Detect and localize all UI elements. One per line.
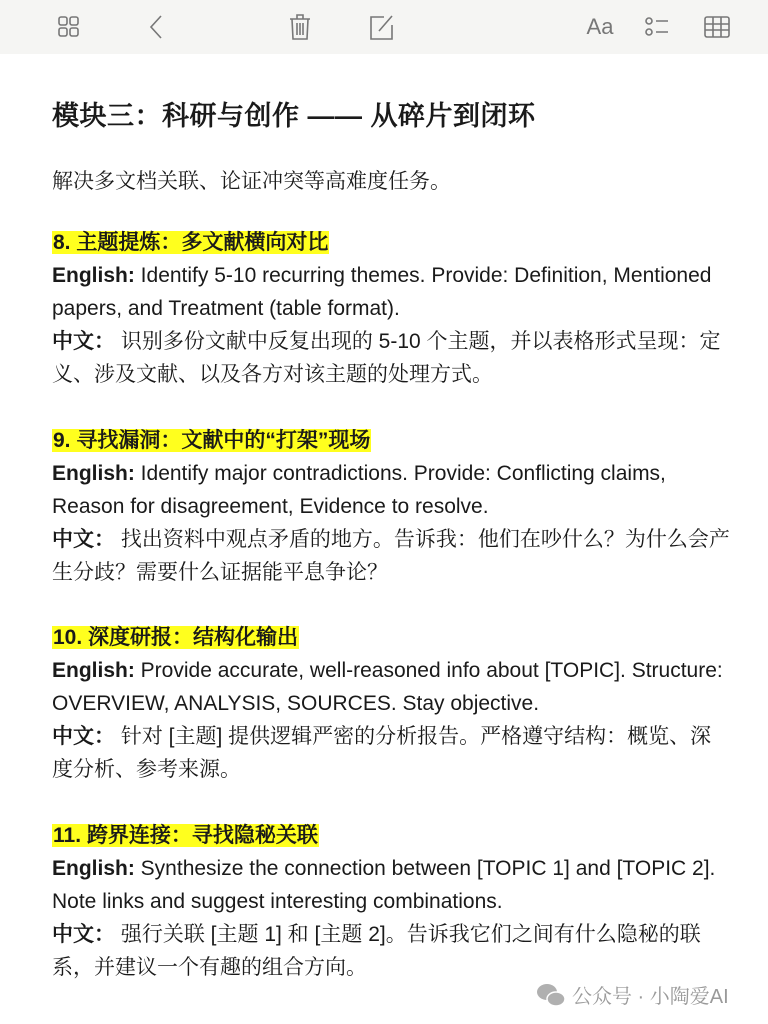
page-title: 模块三：科研与创作 —— 从碎片到闭环 bbox=[52, 101, 536, 131]
intro-text: 解决多文档关联、论证冲突等高难度任务。 bbox=[52, 170, 451, 193]
checklist-icon[interactable] bbox=[642, 12, 672, 42]
section-11 bbox=[52, 819, 732, 984]
table-icon[interactable] bbox=[702, 12, 732, 42]
english-label: English: bbox=[52, 659, 135, 682]
section-heading: 11. 跨界连接：寻找隐秘关联 bbox=[53, 824, 318, 847]
watermark-text: 公众号 · 小陶爱AI bbox=[572, 986, 729, 1008]
watermark bbox=[536, 980, 729, 1009]
english-text: Synthesize the connection between [TOPIC 1] and [TOPIC 2]. Note links and suggest interesting combinations. bbox=[52, 857, 716, 913]
chinese-text: 针对 [主题] 提供逻辑严密的分析报告。严格遵守结构：概览、深度分析、参考来源。 bbox=[52, 725, 712, 781]
section-heading: 8. 主题提炼：多文献横向对比 bbox=[53, 231, 329, 254]
section-10 bbox=[52, 621, 732, 786]
compose-icon[interactable] bbox=[367, 12, 397, 42]
section-9 bbox=[52, 424, 732, 589]
back-chevron-icon[interactable] bbox=[142, 12, 172, 42]
english-label: English: bbox=[52, 264, 135, 287]
section-8 bbox=[52, 226, 732, 391]
chinese-label: 中文： bbox=[52, 923, 115, 946]
section-heading: 10. 深度研报：结构化输出 bbox=[53, 626, 299, 649]
grid-icon[interactable] bbox=[54, 12, 84, 42]
section-heading: 9. 寻找漏洞：文献中的“打架”现场 bbox=[53, 429, 371, 452]
chinese-text: 找出资料中观点矛盾的地方。告诉我：他们在吵什么？为什么会产生分歧？需要什么证据能平息争论？ bbox=[52, 528, 730, 584]
trash-icon[interactable] bbox=[285, 12, 315, 42]
chinese-text: 强行关联 [主题 1] 和 [主题 2]。告诉我它们之间有什么隐秘的联系，并建议一个有趣的组合方向。 bbox=[52, 923, 701, 979]
toolbar bbox=[0, 0, 768, 54]
chinese-text: 识别多份文献中反复出现的 5-10 个主题，并以表格形式呈现：定义、涉及文献、以及各方对该主题的处理方式。 bbox=[52, 330, 721, 386]
wechat-icon bbox=[536, 982, 566, 1008]
english-text: Identify major contradictions. Provide: Conflicting claims, Reason for disagreement, Evidence to resolve. bbox=[52, 462, 666, 518]
english-label: English: bbox=[52, 857, 135, 880]
english-text: Identify 5-10 recurring themes. Provide: Definition, Mentioned papers, and Treatment (table format). bbox=[52, 264, 712, 320]
text-format-icon[interactable]: Aa bbox=[586, 14, 614, 39]
chinese-label: 中文： bbox=[52, 725, 115, 748]
english-label: English: bbox=[52, 462, 135, 485]
english-text: Provide accurate, well-reasoned info about [TOPIC]. Structure: OVERVIEW, ANALYSIS, SOURCES. Stay objective. bbox=[52, 659, 723, 715]
chinese-label: 中文： bbox=[52, 330, 115, 353]
chinese-label: 中文： bbox=[52, 528, 115, 551]
